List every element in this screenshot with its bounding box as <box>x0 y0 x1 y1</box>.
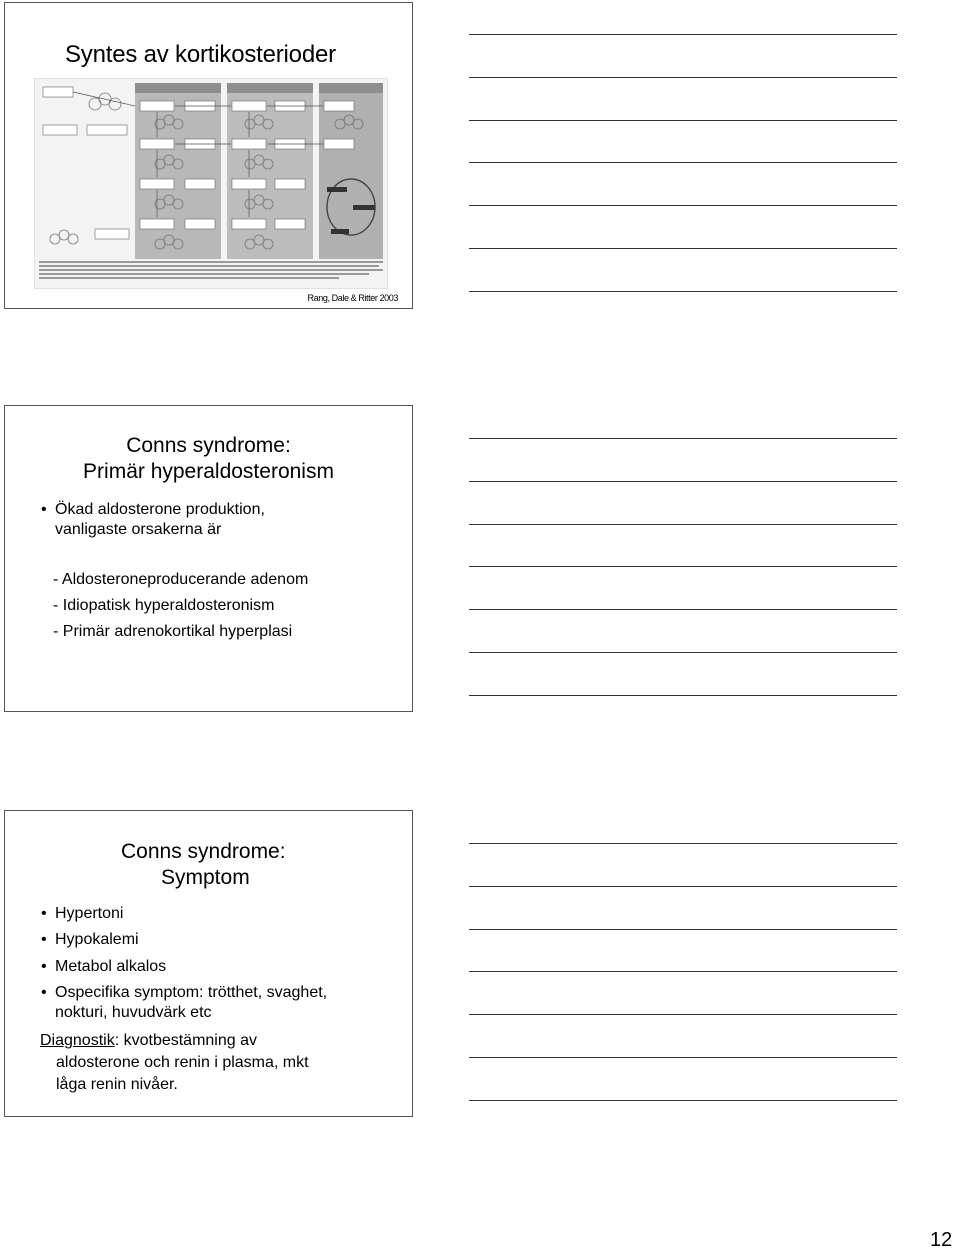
slide-3 <box>4 810 413 1117</box>
diagnostik-label: Diagnostik <box>40 1032 115 1049</box>
cause-item: - Aldosteroneproducerande adenom <box>53 571 309 588</box>
slide-1 <box>4 2 413 309</box>
bullet-item <box>41 500 265 540</box>
note-line <box>469 652 897 653</box>
diagnostik-block <box>40 1030 309 1096</box>
note-line <box>469 162 897 163</box>
slide-2-title-line-1: Conns syndrome: <box>126 434 291 457</box>
note-line <box>469 609 897 610</box>
note-line <box>469 77 897 78</box>
diagnostik-text-1: : kvotbestämning av <box>114 1032 257 1049</box>
symptom-text: Metabol alkalos <box>55 958 167 975</box>
cause-item: - Primär adrenokortikal hyperplasi <box>53 623 293 640</box>
note-line <box>469 120 897 121</box>
note-line <box>469 205 897 206</box>
diagnostik-text-3: låga renin nivåer. <box>56 1076 178 1093</box>
bullet-dot: • <box>41 958 47 975</box>
note-line <box>469 1014 897 1015</box>
bullet-line-1: Ökad aldosterone produktion, <box>55 501 265 518</box>
page-number: 12 <box>930 1229 953 1251</box>
slide-2 <box>4 405 413 712</box>
note-line <box>469 524 897 525</box>
slide-3-title-line-1: Conns syndrome: <box>121 840 286 863</box>
note-line <box>469 843 897 844</box>
symptom-text: Hypokalemi <box>55 931 139 948</box>
note-line <box>469 481 897 482</box>
note-line <box>469 248 897 249</box>
bullet-dot: • <box>41 984 47 1001</box>
bullet-dot: • <box>41 931 47 948</box>
note-line <box>469 291 897 292</box>
note-line <box>469 886 897 887</box>
note-line <box>469 438 897 439</box>
note-line <box>469 1057 897 1058</box>
symptom-text: Hypertoni <box>55 905 124 922</box>
bullet-dot: • <box>41 905 47 922</box>
symptom-item <box>41 957 167 977</box>
pathway-diagram-image <box>35 79 387 288</box>
note-line <box>469 929 897 930</box>
steroid-synthesis-figure <box>34 78 388 289</box>
note-line <box>469 1100 897 1101</box>
cause-item: - Idiopatisk hyperaldosteronism <box>53 597 275 614</box>
bullet-dot: • <box>41 501 47 518</box>
symptom-text-line-2: nokturi, huvudvärk etc <box>55 1004 212 1021</box>
symptom-item <box>41 983 328 1023</box>
figure-credit: Rang, Dale & Ritter 2003 <box>307 293 398 303</box>
diagnostik-text-2: aldosterone och renin i plasma, mkt <box>56 1054 309 1071</box>
symptom-item <box>41 930 139 950</box>
slide-1-title: Syntes av kortikosterioder <box>65 41 336 68</box>
slide-2-title-line-2: Primär hyperaldosteronism <box>83 460 334 483</box>
symptom-item <box>41 904 124 924</box>
note-line <box>469 566 897 567</box>
note-line <box>469 695 897 696</box>
note-line <box>469 971 897 972</box>
symptom-text-line-1: Ospecifika symptom: trötthet, svaghet, <box>55 984 328 1001</box>
note-line <box>469 34 897 35</box>
bullet-line-2: vanligaste orsakerna är <box>55 521 222 538</box>
slide-3-title-line-2: Symptom <box>161 866 250 889</box>
